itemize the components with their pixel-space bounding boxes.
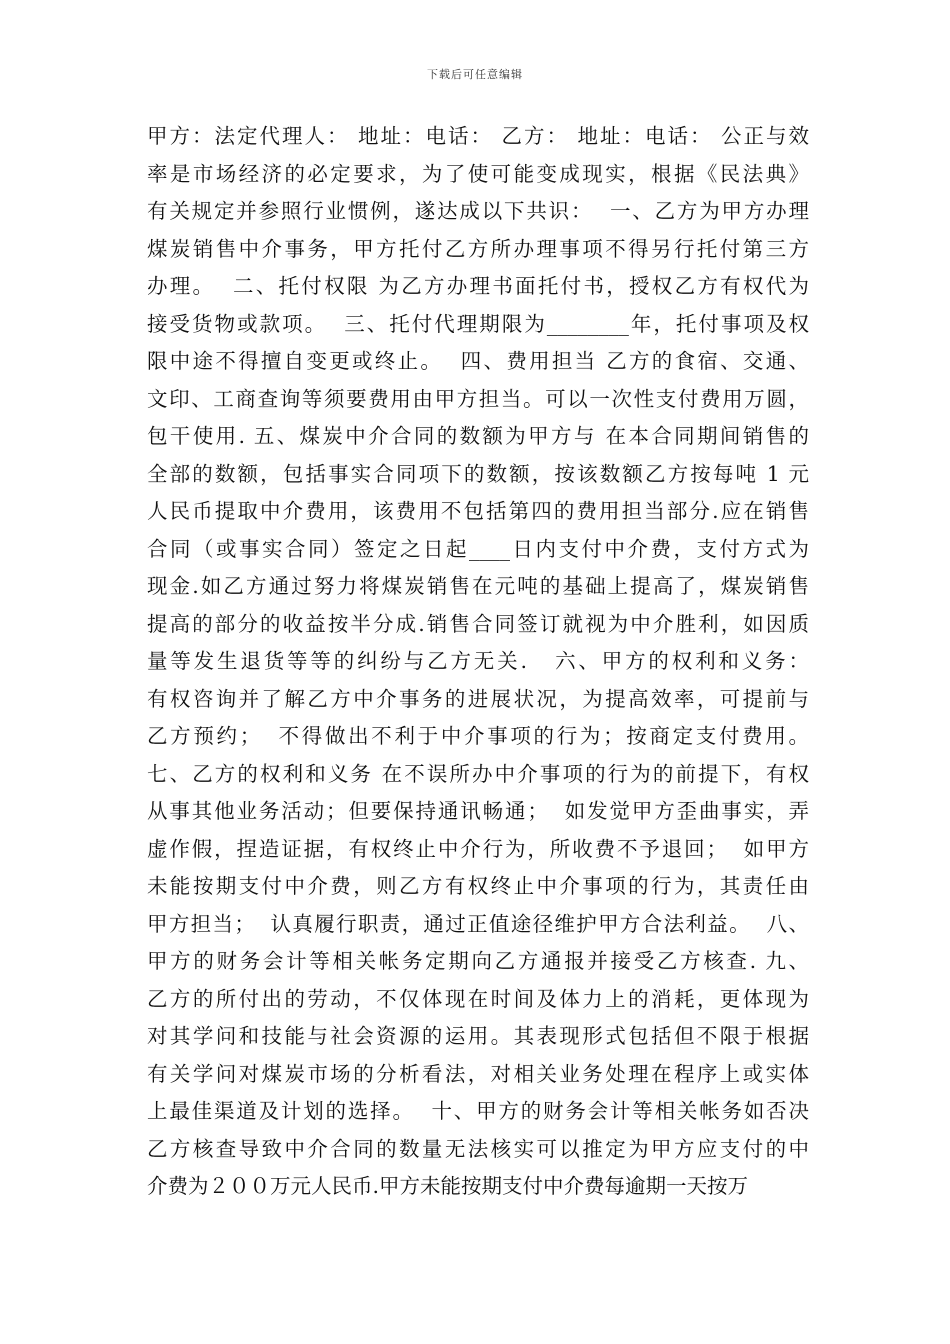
text-line: 甲方担当； 认真履行职责，通过正值途径维护甲方合法利益。 八、 xyxy=(147,911,809,936)
text-line: 有关规定并参照行业惯例，遂达成以下共识： 一、乙方为甲方办理 xyxy=(147,199,809,223)
text-line: 对其学问和技能与社会资源的运用。其表现形式包括但不限于根据 xyxy=(147,1024,809,1048)
text-line: 有权咨询并了解乙方中介事务的进展状况，为提高效率，可提前与 xyxy=(147,686,809,711)
text-line: 未能按期支付中介费，则乙方有权终止中介事项的行为，其责任由 xyxy=(147,874,809,898)
text-line: 上最佳渠道及计划的选择。 十、甲方的财务会计等相关帐务如否决 xyxy=(147,1099,809,1123)
contract-body xyxy=(147,118,809,1206)
text-line: 全部的数额，包括事实合同项下的数额，按该数额乙方按每吨 1 元 xyxy=(147,461,809,486)
text-line: 接受货物或款项。 三、托付代理期限为________年，托付事项及权 xyxy=(147,311,809,336)
text-line: 限中途不得擅自变更或终止。 四、费用担当 乙方的食宿、交通、 xyxy=(147,349,809,373)
text-line: 办理。 二、托付权限 为乙方办理书面托付书，授权乙方有权代为 xyxy=(147,274,809,298)
text-line: 合同（或事实合同）签定之日起____日内支付中介费，支付方式为 xyxy=(147,536,809,561)
text-line: 乙方的所付出的劳动，不仅体现在时间及体力上的消耗，更体现为 xyxy=(147,986,809,1011)
text-line: 虚作假，捏造证据，有权终止中介行为，所收费不予退回； 如甲方 xyxy=(147,836,809,861)
text-line: 煤炭销售中介事务，甲方托付乙方所办理事项不得另行托付第三方 xyxy=(147,236,809,261)
text-line: 现金.如乙方通过努力将煤炭销售在元吨的基础上提高了，煤炭销售 xyxy=(147,574,809,598)
text-line: 有关学问对煤炭市场的分析看法，对相关业务处理在程序上或实体 xyxy=(147,1061,809,1086)
text-line: 包干使用. 五、煤炭中介合同的数额为甲方与 在本合同期间销售的 xyxy=(147,424,809,448)
text-line: 乙方预约； 不得做出不利于中介事项的行为；按商定支付费用。 xyxy=(147,724,809,748)
page-header: 下载后可任意编辑 xyxy=(427,68,523,81)
text-line: 甲方的财务会计等相关帐务定期向乙方通报并接受乙方核查. 九、 xyxy=(147,949,809,973)
text-line: 提高的部分的收益按半分成.销售合同签订就视为中介胜利，如因质 xyxy=(147,611,809,636)
text-line: 乙方核查导致中介合同的数量无法核实可以推定为甲方应支付的中 xyxy=(147,1136,809,1161)
text-line: 人民币提取中介费用，该费用不包括第四的费用担当部分.应在销售 xyxy=(147,499,809,523)
text-line: 量等发生退货等等的纠纷与乙方无关. 六、甲方的权利和义务： xyxy=(147,649,809,673)
text-line: 介费为２００万元人民币.甲方未能按期支付中介费每逾期一天按万 xyxy=(147,1174,749,1198)
text-line: 甲方：法定代理人： 地址：电话： 乙方： 地址：电话： 公正与效 xyxy=(147,124,809,148)
text-line: 率是市场经济的必定要求，为了使可能变成现实，根据《民法典》 xyxy=(147,161,809,186)
text-line: 文印、工商查询等须要费用由甲方担当。可以一次性支付费用万圆， xyxy=(147,386,809,411)
text-line: 七、乙方的权利和义务 在不误所办中介事项的行为的前提下，有权 xyxy=(147,761,809,786)
text-line: 从事其他业务活动；但要保持通讯畅通； 如发觉甲方歪曲事实，弄 xyxy=(147,799,809,823)
